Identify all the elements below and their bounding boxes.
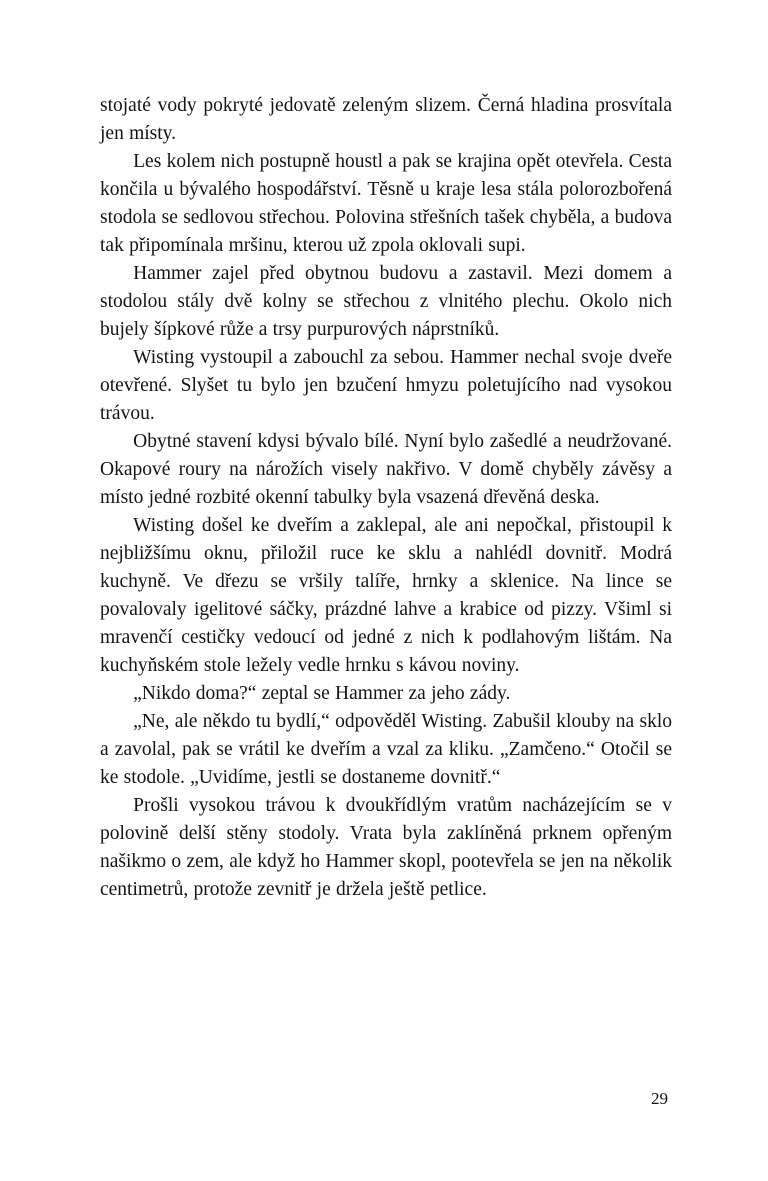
paragraph: stojaté vody pokryté jedovatě zeleným slizem. Černá hladina prosvítala jen místy. <box>100 95 672 144</box>
paragraph: Les kolem nich postupně houstl a pak se krajina opět otevřela. Cesta končila u bývalého hospodářství. Těsně u kraje lesa stála polorozbořená stodola se sedlovou střechou. Polovina střešních tašek chyběla, a budova tak připomínala mršinu, kterou už zpola oklovali supi. <box>100 151 672 256</box>
body-text <box>100 92 672 904</box>
paragraph: Wisting vystoupil a zabouchl za sebou. Hammer nechal svoje dveře otevřené. Slyšet tu bylo jen bzučení hmyzu poletujícího nad vysokou trávou. <box>100 347 672 424</box>
paragraph: „Nikdo doma?“ zeptal se Hammer za jeho zády. <box>133 683 511 704</box>
paragraph: Prošli vysokou trávou k dvoukřídlým vratům nacházejícím se v polovině delší stěny stodoly. Vrata byla zaklíněná prknem opřeným našikmo o zem, ale když ho Hammer skopl, pootevřela se jen na několik centimetrů, protože zevnitř je držela ještě petlice. <box>100 795 672 900</box>
paragraph: Obytné stavení kdysi bývalo bílé. Nyní bylo zašedlé a neudržované. Okapové roury na nárožích visely nakřivo. V domě chyběly závěsy a místo jedné rozbité okenní tabulky byla vsazená dřevěná deska. <box>100 431 672 508</box>
paragraph: „Ne, ale někdo tu bydlí,“ odpověděl Wisting. Zabušil klouby na sklo a zavolal, pak se vrátil ke dveřím a vzal za kliku. „Zamčeno.“ Otočil se ke stodole. „Uvidíme, jestli se dostaneme dovnitř.“ <box>100 711 672 788</box>
paragraph: Hammer zajel před obytnou budovu a zastavil. Mezi domem a stodolou stály dvě kolny se střechou z vlnitého plechu. Okolo nich bujely šípkové růže a trsy purpurových náprstníků. <box>100 263 672 340</box>
page-number: 29 <box>651 1089 668 1108</box>
paragraph: Wisting došel ke dveřím a zaklepal, ale ani nepočkal, přistoupil k nejbližšímu oknu, přiložil ruce ke sklu a nahlédl dovnitř. Modrá kuchyně. Ve dřezu se vršily talíře, hrnky a sklenice. Na lince se povalovaly igelitové sáčky, prázdné lahve a krabice od pizzy. Všiml si mravenčí cestičky vedoucí od jedné z nich k podlahovým lištám. Na kuchyňském stole ležely vedle hrnku s kávou noviny. <box>100 515 672 676</box>
